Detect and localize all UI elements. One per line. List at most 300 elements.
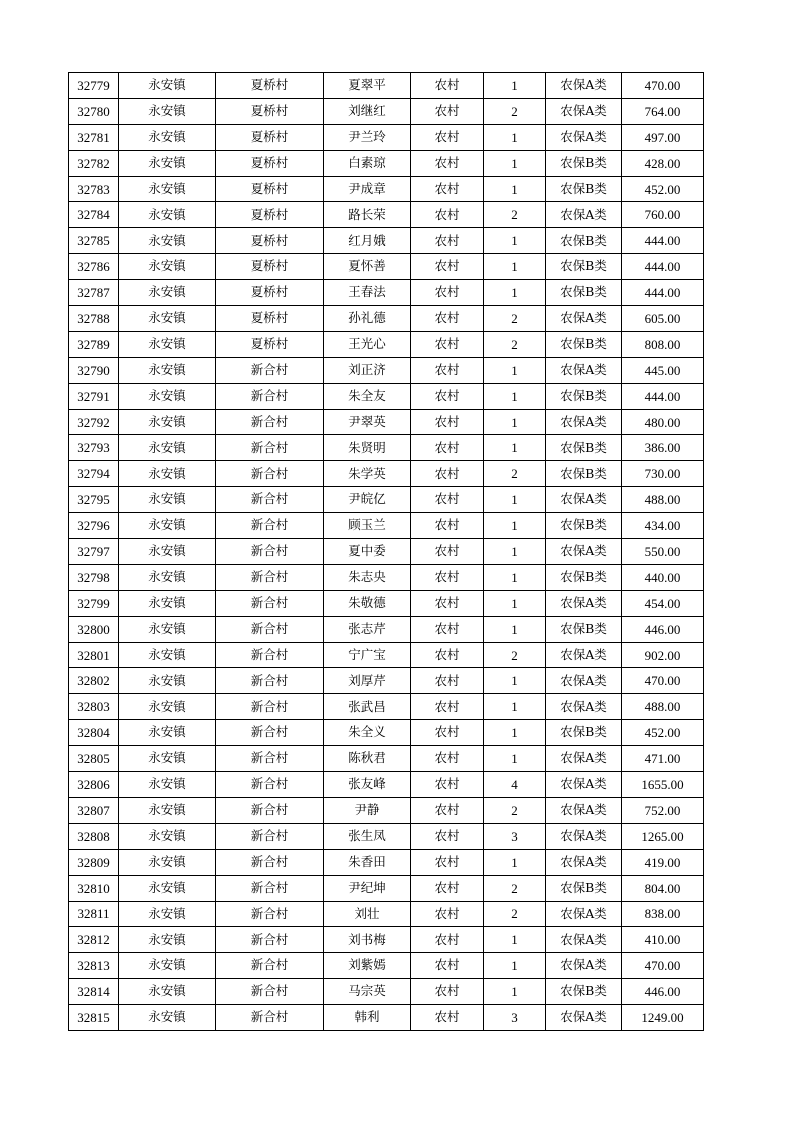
category-cell: 农保A类	[546, 539, 622, 565]
name-cell: 路长荣	[324, 202, 411, 228]
name-cell: 尹兰玲	[324, 124, 411, 150]
village-cell: 夏桥村	[216, 176, 324, 202]
table-row	[69, 875, 704, 901]
table-row	[69, 694, 704, 720]
table-row	[69, 461, 704, 487]
record-id-cell: 32784	[69, 202, 119, 228]
record-id-cell: 32804	[69, 720, 119, 746]
person-count-cell: 2	[484, 642, 546, 668]
village-cell: 新合村	[216, 797, 324, 823]
name-cell: 宁广宝	[324, 642, 411, 668]
table-row	[69, 797, 704, 823]
household-type-cell: 农村	[411, 694, 484, 720]
person-count-cell: 1	[484, 357, 546, 383]
name-cell: 刘壮	[324, 901, 411, 927]
village-cell: 新合村	[216, 564, 324, 590]
town-cell: 永安镇	[119, 823, 216, 849]
village-cell: 新合村	[216, 875, 324, 901]
table-row	[69, 331, 704, 357]
household-type-cell: 农村	[411, 254, 484, 280]
table-row	[69, 150, 704, 176]
record-id-cell: 32797	[69, 539, 119, 565]
village-cell: 夏桥村	[216, 228, 324, 254]
name-cell: 红月娥	[324, 228, 411, 254]
person-count-cell: 2	[484, 98, 546, 124]
amount-cell: 760.00	[622, 202, 704, 228]
category-cell: 农保B类	[546, 564, 622, 590]
village-cell: 新合村	[216, 746, 324, 772]
person-count-cell: 4	[484, 772, 546, 798]
village-cell: 新合村	[216, 694, 324, 720]
person-count-cell: 1	[484, 694, 546, 720]
village-cell: 夏桥村	[216, 331, 324, 357]
table-row	[69, 720, 704, 746]
name-cell: 刘正济	[324, 357, 411, 383]
record-id-cell: 32795	[69, 487, 119, 513]
amount-cell: 428.00	[622, 150, 704, 176]
table-row	[69, 590, 704, 616]
category-cell: 农保A类	[546, 590, 622, 616]
person-count-cell: 1	[484, 720, 546, 746]
table-row	[69, 487, 704, 513]
town-cell: 永安镇	[119, 73, 216, 99]
town-cell: 永安镇	[119, 875, 216, 901]
town-cell: 永安镇	[119, 746, 216, 772]
town-cell: 永安镇	[119, 435, 216, 461]
household-type-cell: 农村	[411, 73, 484, 99]
person-count-cell: 2	[484, 202, 546, 228]
name-cell: 尹纪坤	[324, 875, 411, 901]
table-row	[69, 435, 704, 461]
record-id-cell: 32811	[69, 901, 119, 927]
amount-cell: 470.00	[622, 73, 704, 99]
person-count-cell: 2	[484, 306, 546, 332]
category-cell: 农保B类	[546, 331, 622, 357]
town-cell: 永安镇	[119, 176, 216, 202]
category-cell: 农保B类	[546, 979, 622, 1005]
amount-cell: 470.00	[622, 668, 704, 694]
person-count-cell: 1	[484, 124, 546, 150]
person-count-cell: 1	[484, 228, 546, 254]
amount-cell: 445.00	[622, 357, 704, 383]
table-row	[69, 124, 704, 150]
record-id-cell: 32800	[69, 616, 119, 642]
village-cell: 新合村	[216, 642, 324, 668]
person-count-cell: 1	[484, 849, 546, 875]
record-id-cell: 32805	[69, 746, 119, 772]
table-row	[69, 98, 704, 124]
category-cell: 农保B类	[546, 616, 622, 642]
table-row	[69, 202, 704, 228]
person-count-cell: 1	[484, 73, 546, 99]
amount-cell: 480.00	[622, 409, 704, 435]
table-row	[69, 979, 704, 1005]
name-cell: 王光心	[324, 331, 411, 357]
record-id-cell: 32799	[69, 590, 119, 616]
amount-cell: 452.00	[622, 720, 704, 746]
village-cell: 夏桥村	[216, 254, 324, 280]
household-type-cell: 农村	[411, 875, 484, 901]
category-cell: 农保B类	[546, 513, 622, 539]
category-cell: 农保A类	[546, 797, 622, 823]
person-count-cell: 2	[484, 797, 546, 823]
category-cell: 农保B类	[546, 383, 622, 409]
record-id-cell: 32785	[69, 228, 119, 254]
household-type-cell: 农村	[411, 435, 484, 461]
town-cell: 永安镇	[119, 901, 216, 927]
name-cell: 尹皖亿	[324, 487, 411, 513]
person-count-cell: 1	[484, 539, 546, 565]
village-cell: 新合村	[216, 616, 324, 642]
record-id-cell: 32781	[69, 124, 119, 150]
household-type-cell: 农村	[411, 280, 484, 306]
amount-cell: 444.00	[622, 383, 704, 409]
amount-cell: 808.00	[622, 331, 704, 357]
record-id-cell: 32779	[69, 73, 119, 99]
amount-cell: 1655.00	[622, 772, 704, 798]
category-cell: 农保A类	[546, 927, 622, 953]
household-type-cell: 农村	[411, 124, 484, 150]
town-cell: 永安镇	[119, 849, 216, 875]
village-cell: 新合村	[216, 461, 324, 487]
record-id-cell: 32801	[69, 642, 119, 668]
record-id-cell: 32815	[69, 1005, 119, 1031]
household-type-cell: 农村	[411, 306, 484, 332]
person-count-cell: 1	[484, 435, 546, 461]
household-type-cell: 农村	[411, 642, 484, 668]
category-cell: 农保A类	[546, 1005, 622, 1031]
name-cell: 陈秋君	[324, 746, 411, 772]
village-cell: 夏桥村	[216, 306, 324, 332]
amount-cell: 471.00	[622, 746, 704, 772]
category-cell: 农保B类	[546, 228, 622, 254]
village-cell: 新合村	[216, 720, 324, 746]
town-cell: 永安镇	[119, 461, 216, 487]
person-count-cell: 2	[484, 901, 546, 927]
amount-cell: 752.00	[622, 797, 704, 823]
town-cell: 永安镇	[119, 124, 216, 150]
household-type-cell: 农村	[411, 953, 484, 979]
category-cell: 农保A类	[546, 124, 622, 150]
town-cell: 永安镇	[119, 513, 216, 539]
amount-cell: 550.00	[622, 539, 704, 565]
table-row	[69, 901, 704, 927]
village-cell: 新合村	[216, 979, 324, 1005]
record-id-cell: 32790	[69, 357, 119, 383]
town-cell: 永安镇	[119, 927, 216, 953]
amount-cell: 470.00	[622, 953, 704, 979]
category-cell: 农保B类	[546, 280, 622, 306]
household-type-cell: 农村	[411, 668, 484, 694]
record-id-cell: 32782	[69, 150, 119, 176]
record-id-cell: 32809	[69, 849, 119, 875]
amount-cell: 488.00	[622, 694, 704, 720]
village-cell: 新合村	[216, 409, 324, 435]
name-cell: 张生凤	[324, 823, 411, 849]
person-count-cell: 1	[484, 280, 546, 306]
household-type-cell: 农村	[411, 797, 484, 823]
amount-cell: 440.00	[622, 564, 704, 590]
town-cell: 永安镇	[119, 357, 216, 383]
household-type-cell: 农村	[411, 590, 484, 616]
amount-cell: 488.00	[622, 487, 704, 513]
household-type-cell: 农村	[411, 564, 484, 590]
category-cell: 农保A类	[546, 694, 622, 720]
town-cell: 永安镇	[119, 642, 216, 668]
town-cell: 永安镇	[119, 979, 216, 1005]
name-cell: 夏怀善	[324, 254, 411, 280]
category-cell: 农保A类	[546, 98, 622, 124]
town-cell: 永安镇	[119, 616, 216, 642]
person-count-cell: 1	[484, 487, 546, 513]
household-type-cell: 农村	[411, 1005, 484, 1031]
name-cell: 尹翠英	[324, 409, 411, 435]
table-row	[69, 539, 704, 565]
household-type-cell: 农村	[411, 461, 484, 487]
household-type-cell: 农村	[411, 228, 484, 254]
table-row	[69, 280, 704, 306]
village-cell: 新合村	[216, 513, 324, 539]
table-row	[69, 513, 704, 539]
person-count-cell: 3	[484, 1005, 546, 1031]
person-count-cell: 1	[484, 383, 546, 409]
town-cell: 永安镇	[119, 772, 216, 798]
village-cell: 新合村	[216, 383, 324, 409]
name-cell: 顾玉兰	[324, 513, 411, 539]
household-type-cell: 农村	[411, 746, 484, 772]
category-cell: 农保A类	[546, 901, 622, 927]
category-cell: 农保A类	[546, 823, 622, 849]
person-count-cell: 1	[484, 668, 546, 694]
town-cell: 永安镇	[119, 331, 216, 357]
table-row	[69, 849, 704, 875]
table-row	[69, 772, 704, 798]
town-cell: 永安镇	[119, 720, 216, 746]
amount-cell: 730.00	[622, 461, 704, 487]
person-count-cell: 1	[484, 979, 546, 1005]
village-cell: 新合村	[216, 1005, 324, 1031]
name-cell: 张武昌	[324, 694, 411, 720]
amount-cell: 446.00	[622, 979, 704, 1005]
name-cell: 夏翠平	[324, 73, 411, 99]
town-cell: 永安镇	[119, 1005, 216, 1031]
amount-cell: 804.00	[622, 875, 704, 901]
village-cell: 新合村	[216, 927, 324, 953]
name-cell: 朱贤明	[324, 435, 411, 461]
name-cell: 朱全义	[324, 720, 411, 746]
town-cell: 永安镇	[119, 797, 216, 823]
table-row	[69, 746, 704, 772]
table-row	[69, 616, 704, 642]
household-type-cell: 农村	[411, 979, 484, 1005]
household-type-cell: 农村	[411, 150, 484, 176]
amount-cell: 902.00	[622, 642, 704, 668]
amount-cell: 838.00	[622, 901, 704, 927]
village-cell: 新合村	[216, 357, 324, 383]
name-cell: 朱全友	[324, 383, 411, 409]
household-type-cell: 农村	[411, 202, 484, 228]
category-cell: 农保A类	[546, 668, 622, 694]
town-cell: 永安镇	[119, 150, 216, 176]
person-count-cell: 1	[484, 564, 546, 590]
village-cell: 夏桥村	[216, 150, 324, 176]
name-cell: 朱学英	[324, 461, 411, 487]
village-cell: 新合村	[216, 901, 324, 927]
name-cell: 孙礼德	[324, 306, 411, 332]
name-cell: 马宗英	[324, 979, 411, 1005]
village-cell: 新合村	[216, 849, 324, 875]
village-cell: 夏桥村	[216, 98, 324, 124]
record-id-cell: 32812	[69, 927, 119, 953]
amount-cell: 446.00	[622, 616, 704, 642]
amount-cell: 452.00	[622, 176, 704, 202]
household-type-cell: 农村	[411, 616, 484, 642]
amount-cell: 419.00	[622, 849, 704, 875]
town-cell: 永安镇	[119, 228, 216, 254]
amount-cell: 410.00	[622, 927, 704, 953]
amount-cell: 386.00	[622, 435, 704, 461]
table-row	[69, 306, 704, 332]
household-type-cell: 农村	[411, 823, 484, 849]
category-cell: 农保A类	[546, 746, 622, 772]
amount-cell: 605.00	[622, 306, 704, 332]
table-row	[69, 383, 704, 409]
amount-cell: 444.00	[622, 280, 704, 306]
person-count-cell: 2	[484, 461, 546, 487]
record-id-cell: 32787	[69, 280, 119, 306]
town-cell: 永安镇	[119, 487, 216, 513]
person-count-cell: 1	[484, 150, 546, 176]
village-cell: 新合村	[216, 953, 324, 979]
household-type-cell: 农村	[411, 331, 484, 357]
category-cell: 农保A类	[546, 202, 622, 228]
record-id-cell: 32780	[69, 98, 119, 124]
name-cell: 刘书梅	[324, 927, 411, 953]
name-cell: 朱敬德	[324, 590, 411, 616]
amount-cell: 454.00	[622, 590, 704, 616]
name-cell: 王春法	[324, 280, 411, 306]
amount-cell: 497.00	[622, 124, 704, 150]
town-cell: 永安镇	[119, 306, 216, 332]
town-cell: 永安镇	[119, 280, 216, 306]
category-cell: 农保A类	[546, 642, 622, 668]
amount-cell: 764.00	[622, 98, 704, 124]
town-cell: 永安镇	[119, 539, 216, 565]
name-cell: 张友峰	[324, 772, 411, 798]
category-cell: 农保A类	[546, 953, 622, 979]
village-cell: 夏桥村	[216, 73, 324, 99]
category-cell: 农保B类	[546, 875, 622, 901]
name-cell: 白素琼	[324, 150, 411, 176]
household-type-cell: 农村	[411, 772, 484, 798]
person-count-cell: 1	[484, 176, 546, 202]
name-cell: 刘继红	[324, 98, 411, 124]
person-count-cell: 3	[484, 823, 546, 849]
person-count-cell: 2	[484, 331, 546, 357]
amount-cell: 1265.00	[622, 823, 704, 849]
person-count-cell: 1	[484, 513, 546, 539]
record-id-cell: 32803	[69, 694, 119, 720]
village-cell: 夏桥村	[216, 202, 324, 228]
person-count-cell: 1	[484, 927, 546, 953]
name-cell: 张志芹	[324, 616, 411, 642]
table-row	[69, 642, 704, 668]
name-cell: 刘厚芹	[324, 668, 411, 694]
category-cell: 农保A类	[546, 73, 622, 99]
household-type-cell: 农村	[411, 409, 484, 435]
category-cell: 农保A类	[546, 849, 622, 875]
person-count-cell: 1	[484, 616, 546, 642]
person-count-cell: 1	[484, 746, 546, 772]
category-cell: 农保B类	[546, 254, 622, 280]
name-cell: 夏中委	[324, 539, 411, 565]
name-cell: 朱志央	[324, 564, 411, 590]
table-row	[69, 953, 704, 979]
amount-cell: 444.00	[622, 254, 704, 280]
village-cell: 新合村	[216, 823, 324, 849]
name-cell: 韩利	[324, 1005, 411, 1031]
category-cell: 农保A类	[546, 409, 622, 435]
relief-register-table	[68, 72, 704, 1031]
village-cell: 新合村	[216, 772, 324, 798]
household-type-cell: 农村	[411, 98, 484, 124]
town-cell: 永安镇	[119, 590, 216, 616]
record-id-cell: 32791	[69, 383, 119, 409]
table-row	[69, 73, 704, 99]
table-row	[69, 409, 704, 435]
amount-cell: 1249.00	[622, 1005, 704, 1031]
person-count-cell: 1	[484, 409, 546, 435]
record-id-cell: 32806	[69, 772, 119, 798]
household-type-cell: 农村	[411, 901, 484, 927]
household-type-cell: 农村	[411, 927, 484, 953]
name-cell: 朱香田	[324, 849, 411, 875]
village-cell: 新合村	[216, 539, 324, 565]
category-cell: 农保A类	[546, 772, 622, 798]
name-cell: 尹成章	[324, 176, 411, 202]
table-row	[69, 228, 704, 254]
town-cell: 永安镇	[119, 564, 216, 590]
village-cell: 新合村	[216, 590, 324, 616]
town-cell: 永安镇	[119, 98, 216, 124]
record-id-cell: 32794	[69, 461, 119, 487]
household-type-cell: 农村	[411, 176, 484, 202]
village-cell: 夏桥村	[216, 280, 324, 306]
household-type-cell: 农村	[411, 539, 484, 565]
household-type-cell: 农村	[411, 720, 484, 746]
table-row	[69, 1005, 704, 1031]
amount-cell: 434.00	[622, 513, 704, 539]
village-cell: 新合村	[216, 435, 324, 461]
category-cell: 农保B类	[546, 150, 622, 176]
household-type-cell: 农村	[411, 487, 484, 513]
village-cell: 新合村	[216, 668, 324, 694]
household-type-cell: 农村	[411, 357, 484, 383]
category-cell: 农保B类	[546, 720, 622, 746]
table-row	[69, 176, 704, 202]
name-cell: 刘紫嫣	[324, 953, 411, 979]
record-id-cell: 32802	[69, 668, 119, 694]
household-type-cell: 农村	[411, 513, 484, 539]
category-cell: 农保B类	[546, 176, 622, 202]
household-type-cell: 农村	[411, 383, 484, 409]
town-cell: 永安镇	[119, 409, 216, 435]
table-body	[69, 73, 704, 1031]
person-count-cell: 2	[484, 875, 546, 901]
record-id-cell: 32783	[69, 176, 119, 202]
record-id-cell: 32807	[69, 797, 119, 823]
village-cell: 新合村	[216, 487, 324, 513]
